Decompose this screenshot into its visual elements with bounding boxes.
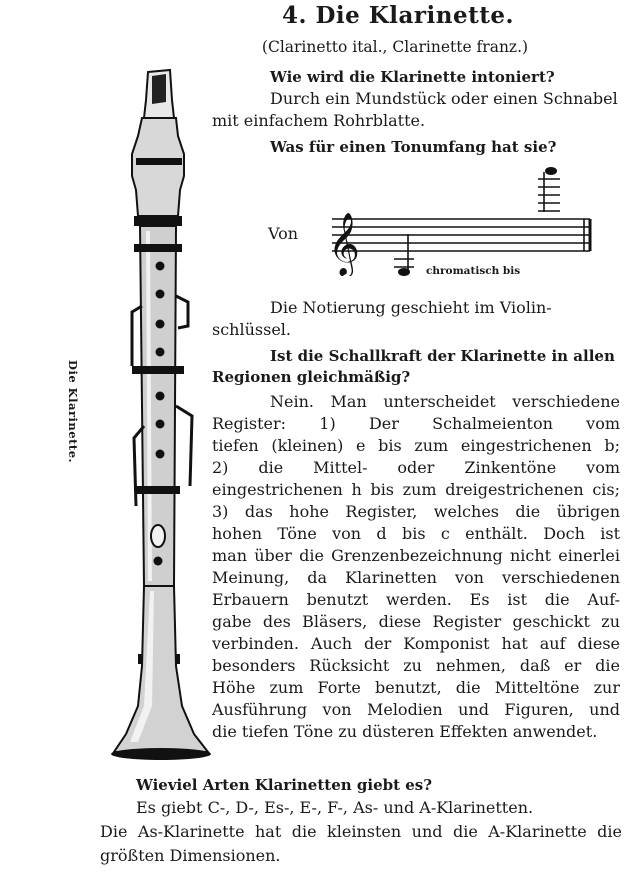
answer-line: eingestrichenen h bis zum dreigestrichenen cis; (212, 480, 620, 499)
answer-line: Es giebt C-, D-, Es-, E-, F-, As- und A-Klarinetten. (136, 798, 534, 817)
answer-line: Höhe zum Forte benutzt, die Mitteltöne zur (212, 678, 620, 697)
range-prefix: Von (268, 224, 299, 243)
question-intonation: Wie wird die Klarinette intoniert? (270, 68, 555, 86)
question-types: Wieviel Arten Klarinetten giebt es? (136, 776, 433, 794)
clarinet-illustration (108, 66, 220, 778)
answer-line: Ausführung von Melodien und Figuren, und (212, 700, 620, 719)
answer-line: 3) das hohe Register, welches die übrigen (212, 502, 620, 521)
question-loudness-cont: Regionen gleichmäßig? (212, 368, 411, 386)
figure-caption: Die Klarinette. (66, 360, 80, 464)
page-title: 4. Die Klarinette. (281, 2, 515, 29)
svg-text:𝄞: 𝄞 (328, 212, 360, 275)
answer-line: tiefen (kleinen) e bis zum eingestrichenen b; (212, 436, 620, 455)
answer-line: Register: 1) Der Schalmeienton vom (212, 414, 620, 433)
answer-line: Die Notierung geschieht im Violin- (270, 298, 552, 317)
answer-line: Erbauern benutzt werden. Es ist die Auf- (212, 590, 620, 609)
answer-line: hohen Töne von d bis c enthält. Doch ist (212, 524, 620, 543)
answer-line: schlüssel. (212, 320, 291, 339)
answer-line: verbinden. Auch der Komponist hat auf diese (212, 634, 620, 653)
answer-line: Meinung, da Klarinetten von verschiedenen (212, 568, 620, 587)
answer-line: größten Dimensionen. (100, 846, 281, 865)
answer-line: Die As-Klarinette hat die kleinsten und die A-Klarinette die (100, 822, 622, 841)
answer-line: 2) die Mittel- oder Zinkentöne vom (212, 458, 620, 477)
answer-line: besonders Rücksicht zu nehmen, daß er die (212, 656, 620, 675)
answer-line: Durch ein Mundstück oder einen Schnabel (270, 89, 618, 108)
answer-line: Nein. Man unterscheidet verschiedene (270, 392, 620, 411)
music-staff-range (322, 164, 602, 276)
question-range: Was für einen Tonumfang hat sie? (270, 138, 557, 156)
answer-line: gabe des Bläsers, diese Register geschickt zu (212, 612, 620, 631)
question-loudness: Ist die Schallkraft der Klarinette in allen (270, 347, 615, 365)
answer-line: die tiefen Töne zu düsteren Effekten anwendet. (212, 722, 598, 741)
answer-line: mit einfachem Rohrblatte. (212, 111, 426, 130)
answer-line: man über die Grenzenbezeichnung nicht einerlei (212, 546, 620, 565)
page-subtitle: (Clarinetto ital., Clarinette franz.) (261, 38, 529, 56)
range-label: chromatisch bis (426, 265, 521, 277)
